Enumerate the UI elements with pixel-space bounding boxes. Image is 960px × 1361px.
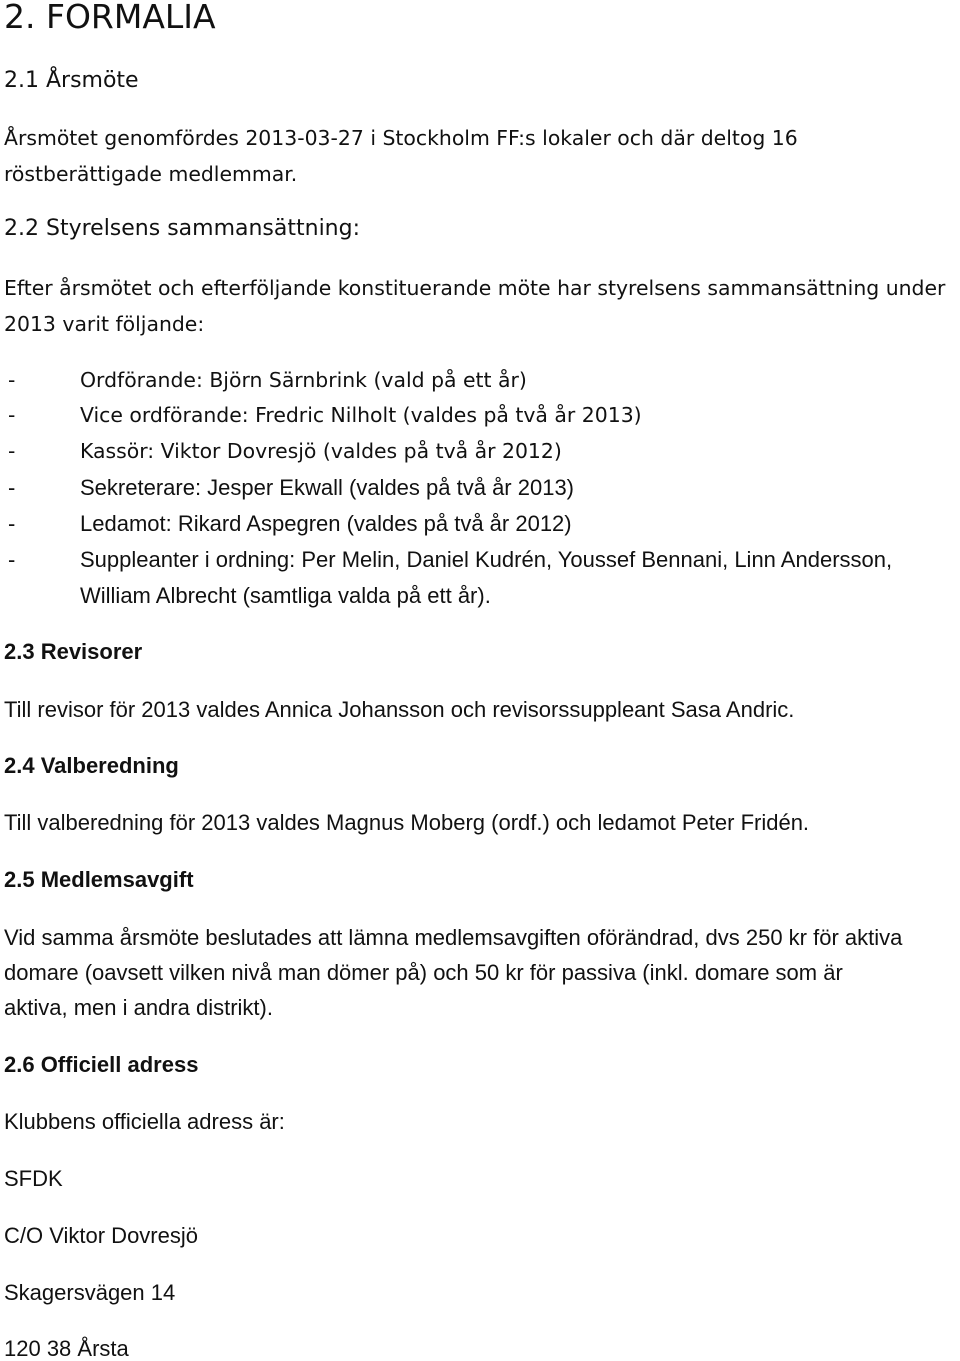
paragraph-line: domare (oavsett vilken nivå man dömer på) och 50 kr för passiva (inkl. domare som är [4,960,843,985]
paragraph-line: Till valberedning för 2013 valdes Magnus Moberg (ordf.) och ledamot Peter Fridén. [4,810,810,835]
list-item-continuation [0,585,960,609]
heading-2-1: 2.1 Årsmöte [4,68,139,93]
list-dash: - [8,475,16,500]
list-item-text: Ordförande: Björn Särnbrink (vald på ett år) [80,368,527,392]
paragraph-line: aktiva, men i andra distrikt). [4,995,273,1020]
paragraph-line: Årsmötet genomfördes 2013-03-27 i Stockholm FF:s lokaler och där deltog 16 [4,126,798,150]
address-line: C/O Viktor Dovresjö [4,1223,198,1248]
heading-2-4: 2.4 Valberedning [4,753,179,778]
address-line: SFDK [4,1166,63,1191]
list-item-text: Sekreterare: Jesper Ekwall (valdes på två år 2013) [80,475,575,500]
list-item-text: Vice ordförande: Fredric Nilholt (valdes på två år 2013) [80,403,642,427]
paragraph-line: Vid samma årsmöte beslutades att lämna medlemsavgiften oförändrad, dvs 250 kr för aktiva [4,925,903,950]
list-item-text: Suppleanter i ordning: Per Melin, Daniel Kudrén, Youssef Bennani, Linn Andersson, [80,547,893,572]
list-item [0,549,960,573]
list-item [0,370,960,394]
list-dash: - [8,511,16,536]
paragraph-line: röstberättigade medlemmar. [4,162,298,186]
paragraph-line: Klubbens officiella adress är: [4,1109,285,1134]
list-item [0,477,960,501]
list-item [0,513,960,537]
list-item-text: Kassör: Viktor Dovresjö (valdes på två år 2012) [80,439,562,463]
list-dash: - [8,403,16,427]
list-dash: - [8,547,16,572]
paragraph-line: Till revisor för 2013 valdes Annica Johansson och revisorssuppleant Sasa Andric. [4,697,795,722]
heading-2-5: 2.5 Medlemsavgift [4,867,194,892]
heading-2-3: 2.3 Revisorer [4,639,143,664]
list-item-text: William Albrecht (samtliga valda på ett år). [80,583,491,608]
list-dash: - [8,368,16,392]
heading-2-6: 2.6 Officiell adress [4,1052,199,1077]
list-item [0,441,960,465]
list-dash: - [8,439,16,463]
section-title: 2. FORMALIA [4,0,216,36]
address-line: Skagersvägen 14 [4,1280,176,1305]
list-item-text: Ledamot: Rikard Aspegren (valdes på två år 2012) [80,511,572,536]
heading-2-2: 2.2 Styrelsens sammansättning: [4,216,360,241]
paragraph-line: 2013 varit följande: [4,312,205,336]
address-line: 120 38 Årsta [4,1336,129,1361]
paragraph-line: Efter årsmötet och efterföljande konstituerande möte har styrelsens sammansättning under [4,276,946,300]
list-item [0,405,960,429]
